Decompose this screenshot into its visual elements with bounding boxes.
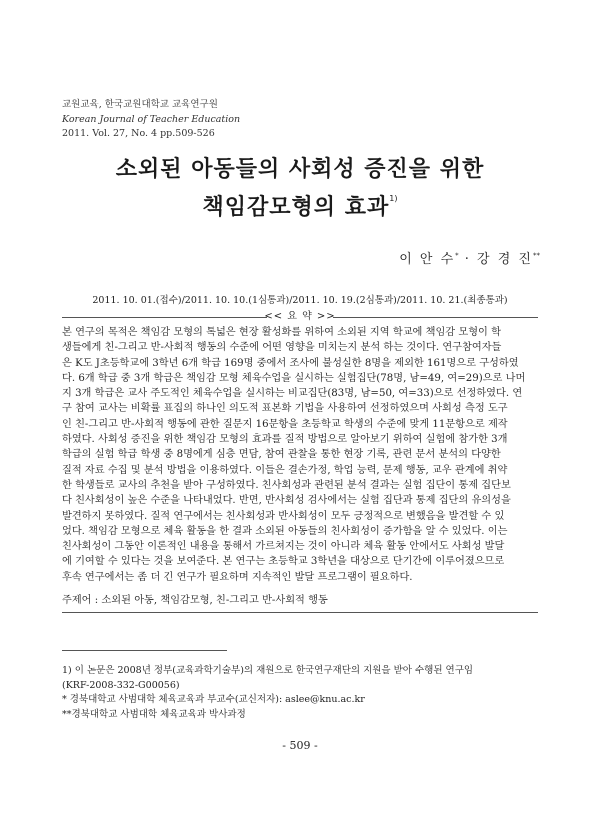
abstract-line: 다. 6개 학급 중 3개 학급은 책임감 모형 체육수업을 실시하는 실험집단(78명, 남=49, 여=29)으로 나머 bbox=[62, 372, 526, 384]
summary-heading bbox=[62, 311, 538, 323]
review-dates: 2011. 10. 01.(접수)/2011. 10. 10.(1심통과)/2011. 10. 19.(2심통과)/2011. 10. 21.(최종통과) bbox=[92, 295, 508, 306]
author-separator: · bbox=[458, 252, 478, 267]
page-number: - 509 - bbox=[282, 739, 318, 752]
abstract-line: 지 3개 학급은 교사 주도적인 체육수업을 실시하는 비교집단(83명, 남=50, 여=33)으로 선정하였다. 연 bbox=[62, 388, 523, 400]
abstract-line: 본 연구의 목적은 책임감 모형의 톡넓은 현장 활성화를 위하여 소외된 지역 학교에 책임감 모형이 학 bbox=[62, 327, 501, 338]
paper-title-line-1 bbox=[0, 152, 600, 183]
abstract-line: 인 친-그리고 반-사회적 행동에 관한 질문지 16문항을 초등학교 학생의 수준에 맞게 11문항으로 제작 bbox=[62, 418, 508, 430]
title-text-1: 소외된 아동들의 사회성 증진을 위한 bbox=[115, 157, 485, 182]
author-2: 강 경 진 bbox=[477, 252, 533, 267]
footnote-rule bbox=[62, 650, 227, 651]
title-footnote-mark: 1) bbox=[389, 194, 398, 203]
authors bbox=[399, 248, 540, 267]
paper-title-line-2 bbox=[0, 190, 600, 221]
abstract-line: 은 K도 J초등학교에 3학년 6개 학급 169명 중에서 조사에 불성실한 8명을 제외한 161명으로 구성하였 bbox=[62, 357, 519, 369]
author-1-mark: * bbox=[455, 251, 459, 260]
summary-label: << 요 약 >> bbox=[264, 311, 336, 322]
author-2-mark: ** bbox=[533, 251, 540, 260]
abstract-line: 었다. 책임감 모형으로 체육 활동을 한 결과 소외된 아동들의 친사회성이 증가함을 알 수 있었다. 이는 bbox=[62, 525, 508, 537]
abstract-line: 에 기여할 수 있다는 것을 보여준다. 본 연구는 초등학교 3학년을 대상으로 단기간에 이루어졌으므로 bbox=[62, 556, 505, 568]
footnote-line: * 경북대학교 사범대학 체육교육과 부교수(교신저자): aslee@knu.ac.kr bbox=[62, 694, 365, 705]
abstract-line: 생들에게 친-그리고 반-사회적 행동의 수준에 어떤 영향을 미치는지 분석 하는 것이다. 연구참여자들 bbox=[62, 342, 502, 354]
title-text-2: 책임감모형의 효과 bbox=[202, 195, 390, 220]
abstract-line: 후속 연구에서는 좀 더 긴 연구가 필요하며 지속적인 발달 프로그램이 필요하다. bbox=[62, 571, 413, 583]
abstract bbox=[62, 325, 538, 585]
footnote-line: **경북대학교 사범대학 체육교육과 박사과정 bbox=[62, 708, 246, 720]
abstract-line: 친사회성이 그동안 이론적인 내용을 통해서 가르쳐지는 것이 아니라 체육 활동 안에서도 사회성 발달 bbox=[62, 541, 505, 553]
abstract-line: 한 학생들로 교사의 추천을 받아 구성하였다. 친사회성과 관련된 분석 결과는 실험 집단이 통제 집단보 bbox=[62, 479, 511, 491]
footnote-line: 1) 이 논문은 2008년 정부(교육과학기술부)의 재원으로 한국연구재단의 지원을 받아 수행된 연구임 bbox=[62, 665, 474, 676]
abstract-line: 하였다. 사회성 증진을 위한 책임감 모형의 효과를 질적 방법으로 알아보기 위하여 실험에 참가한 3개 bbox=[62, 434, 508, 446]
journal-volume-pages: 2011. Vol. 27, No. 4 pp.509-526 bbox=[62, 128, 215, 139]
journal-name-english: Korean Journal of Teacher Education bbox=[62, 113, 241, 125]
keywords: 주제어 : 소외된 아동, 책임감모형, 친-그리고 반-사회적 행동 bbox=[62, 595, 328, 606]
footnote-line: (KRF-2008-332-G00056) bbox=[62, 679, 180, 691]
author-1: 이 안 수 bbox=[399, 252, 456, 267]
journal-header bbox=[62, 98, 240, 142]
abstract-bottom-rule bbox=[62, 612, 538, 613]
footnotes bbox=[62, 664, 542, 722]
abstract-line: 질적 자료 수집 및 분석 방법을 이용하였다. 이들은 결손가정, 학업 능력, 문제 행동, 교우 관계에 취약 bbox=[62, 464, 508, 476]
abstract-line: 구 참여 교사는 비확률 표집의 하나인 의도적 표본화 기법을 사용하여 선정하였으며 사회성 측정 도구 bbox=[62, 403, 508, 415]
summary-rule-right bbox=[333, 317, 538, 318]
abstract-line: 다 친사회성이 높은 수준을 나타내었다. 반면, 반사회성 검사에서는 실험 집단과 통제 집단의 유의성을 bbox=[62, 495, 511, 507]
journal-name-korean: 교원교육, 한국교원대학교 교육연구원 bbox=[62, 99, 218, 110]
abstract-line: 학급의 실험 학급 학생 중 8명에게 심층 면담, 참여 관찰을 통한 현장 기록, 관련 문서 분석의 다양한 bbox=[62, 449, 501, 461]
abstract-line: 발견하지 못하였다. 질적 연구에서는 친사회성과 반사회성이 모두 긍정적으로 변했음을 발견할 수 있 bbox=[62, 510, 505, 522]
